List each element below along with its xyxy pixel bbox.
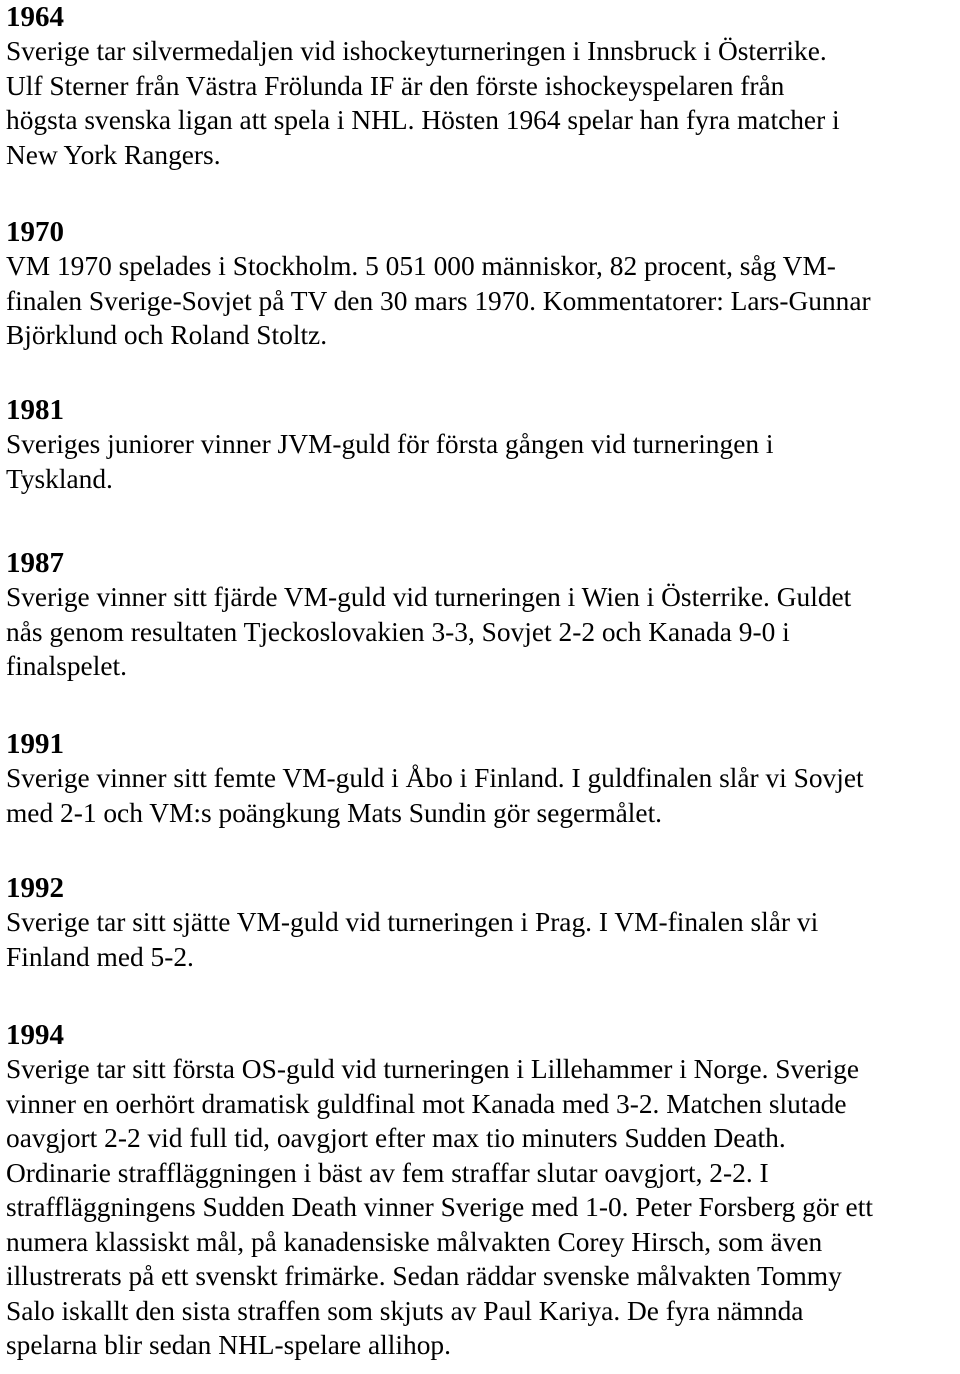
year-heading: 1987: [6, 547, 64, 579]
entry-1981: [6, 393, 956, 496]
entry-1994: [6, 1018, 956, 1363]
entry-text: Sverige tar silvermedaljen vid ishockeyturneringen i Innsbruck i Österrike. Ulf Sterner från Västra Frölunda IF är den förste ishockeyspelaren från högsta svenska ligan att spela i NHL. Hösten 1964 spelar han fyra matcher i New York Rangers.: [6, 36, 840, 170]
entry-text: VM 1970 spelades i Stockholm. 5 051 000 människor, 82 procent, såg VM- finalen Sverige-Sovjet på TV den 30 mars 1970. Kommentatorer: Lars-Gunnar Björklund och Roland Stoltz.: [6, 251, 871, 350]
entry-text: Sverige vinner sitt fjärde VM-guld vid turneringen i Wien i Österrike. Guldet nås genom resultaten Tjeckoslovakien 3-3, Sovjet 2-2 och Kanada 9-0 i finalspelet.: [6, 582, 852, 681]
entry-text: Sveriges juniorer vinner JVM-guld för första gången vid turneringen i Tyskland.: [6, 429, 774, 494]
entry-1992: [6, 871, 956, 974]
year-heading: 1970: [6, 216, 64, 248]
year-heading: 1994: [6, 1019, 64, 1051]
entry-text: Sverige tar sitt första OS-guld vid turneringen i Lillehammer i Norge. Sverige vinner en oerhört dramatisk guldfinal mot Kanada med 3-2. Matchen slutade oavgjort 2-2 vid full tid, oavgjort efter max tio minuters Sudden Death. Ordinarie straffläggningen i bäst av fem straffar slutar oavgjort, 2-2. I straffläggningens Sudden Death vinner Sverige med 1-0. Peter Forsberg gör ett numera klassiskt mål, på kanadensiske målvakten Corey Hirsch, som även illustrerats på ett svenskt frimärke. Sedan räddar svenske målvakten Tommy Salo iskallt den sista straffen som skjuts av Paul Kariya. De fyra nämnda spelarna blir sedan NHL-spelare allihop.: [6, 1054, 873, 1360]
year-heading: 1992: [6, 872, 64, 904]
year-heading: 1964: [6, 1, 64, 33]
entry-1991: [6, 727, 956, 830]
entry-1964: [6, 0, 956, 172]
year-heading: 1981: [6, 394, 64, 426]
entry-1987: [6, 546, 956, 684]
year-heading: 1991: [6, 728, 64, 760]
entry-text: Sverige tar sitt sjätte VM-guld vid turneringen i Prag. I VM-finalen slår vi Finland med 5-2.: [6, 907, 819, 972]
entry-1970: [6, 215, 956, 353]
entry-text: Sverige vinner sitt femte VM-guld i Åbo i Finland. I guldfinalen slår vi Sovjet med 2-1 och VM:s poängkung Mats Sundin gör segermålet.: [6, 763, 864, 828]
